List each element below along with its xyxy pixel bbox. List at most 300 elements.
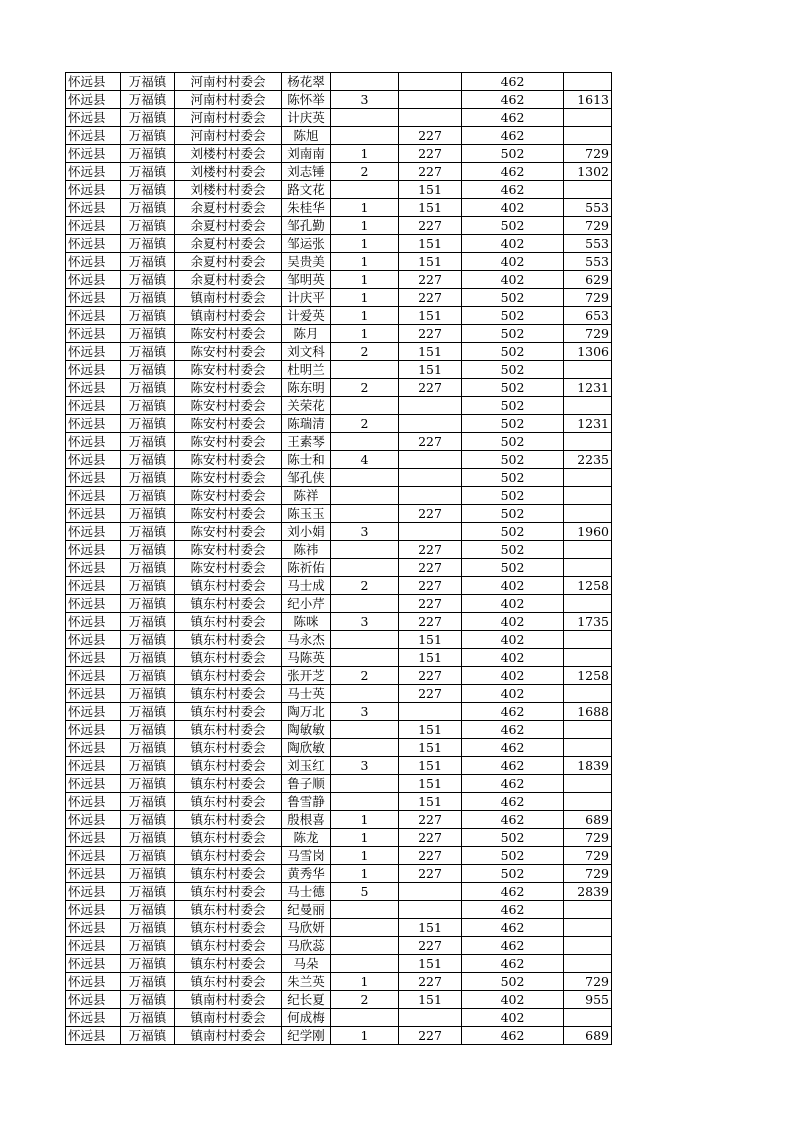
county-cell: 怀远县 <box>66 649 121 667</box>
total-cell: 1306 <box>564 343 612 361</box>
amount-a-cell: 227 <box>399 1027 462 1045</box>
town-cell: 万福镇 <box>121 811 175 829</box>
count-cell <box>331 433 399 451</box>
amount-b-cell: 402 <box>462 991 564 1009</box>
amount-a-cell: 227 <box>399 865 462 883</box>
county-cell: 怀远县 <box>66 523 121 541</box>
table-row <box>66 829 612 847</box>
name-cell: 计爱英 <box>282 307 331 325</box>
village-cell: 镇东村村委会 <box>175 883 282 901</box>
amount-b-cell: 502 <box>462 487 564 505</box>
amount-b-cell: 502 <box>462 469 564 487</box>
amount-a-cell: 151 <box>399 631 462 649</box>
amount-b-cell: 462 <box>462 883 564 901</box>
total-cell: 1960 <box>564 523 612 541</box>
total-cell <box>564 649 612 667</box>
count-cell <box>331 541 399 559</box>
amount-a-cell <box>399 451 462 469</box>
count-cell <box>331 181 399 199</box>
total-cell: 729 <box>564 217 612 235</box>
amount-b-cell: 502 <box>462 829 564 847</box>
amount-a-cell: 227 <box>399 973 462 991</box>
name-cell: 关荣花 <box>282 397 331 415</box>
amount-b-cell: 462 <box>462 793 564 811</box>
county-cell: 怀远县 <box>66 541 121 559</box>
count-cell <box>331 919 399 937</box>
village-cell: 镇东村村委会 <box>175 865 282 883</box>
name-cell: 陈月 <box>282 325 331 343</box>
village-cell: 镇东村村委会 <box>175 937 282 955</box>
village-cell: 陈安村村委会 <box>175 559 282 577</box>
town-cell: 万福镇 <box>121 289 175 307</box>
count-cell <box>331 487 399 505</box>
table-row <box>66 397 612 415</box>
count-cell <box>331 469 399 487</box>
town-cell: 万福镇 <box>121 217 175 235</box>
name-cell: 王素琴 <box>282 433 331 451</box>
table-row <box>66 253 612 271</box>
village-cell: 镇东村村委会 <box>175 649 282 667</box>
amount-a-cell: 227 <box>399 811 462 829</box>
count-cell <box>331 631 399 649</box>
county-cell: 怀远县 <box>66 415 121 433</box>
table-row <box>66 541 612 559</box>
county-cell: 怀远县 <box>66 793 121 811</box>
amount-b-cell: 462 <box>462 721 564 739</box>
total-cell <box>564 721 612 739</box>
table-row <box>66 1027 612 1045</box>
total-cell: 1688 <box>564 703 612 721</box>
total-cell <box>564 739 612 757</box>
total-cell: 1258 <box>564 577 612 595</box>
county-cell: 怀远县 <box>66 667 121 685</box>
town-cell: 万福镇 <box>121 685 175 703</box>
village-cell: 刘楼村村委会 <box>175 163 282 181</box>
town-cell: 万福镇 <box>121 919 175 937</box>
village-cell: 河南村村委会 <box>175 109 282 127</box>
name-cell: 陈玉玉 <box>282 505 331 523</box>
county-cell: 怀远县 <box>66 703 121 721</box>
amount-b-cell: 502 <box>462 145 564 163</box>
amount-b-cell: 502 <box>462 865 564 883</box>
amount-a-cell: 227 <box>399 145 462 163</box>
table-row <box>66 883 612 901</box>
village-cell: 陈安村村委会 <box>175 397 282 415</box>
count-cell <box>331 775 399 793</box>
amount-b-cell: 502 <box>462 541 564 559</box>
county-cell: 怀远县 <box>66 451 121 469</box>
county-cell: 怀远县 <box>66 217 121 235</box>
amount-a-cell <box>399 73 462 91</box>
table-row <box>66 1009 612 1027</box>
name-cell: 马朵 <box>282 955 331 973</box>
table-row <box>66 685 612 703</box>
count-cell: 1 <box>331 307 399 325</box>
amount-b-cell: 462 <box>462 919 564 937</box>
count-cell <box>331 937 399 955</box>
county-cell: 怀远县 <box>66 1027 121 1045</box>
town-cell: 万福镇 <box>121 307 175 325</box>
total-cell: 1258 <box>564 667 612 685</box>
total-cell <box>564 901 612 919</box>
count-cell <box>331 559 399 577</box>
table-row <box>66 487 612 505</box>
village-cell: 镇东村村委会 <box>175 685 282 703</box>
table-row <box>66 91 612 109</box>
count-cell: 3 <box>331 757 399 775</box>
county-cell: 怀远县 <box>66 163 121 181</box>
amount-b-cell: 402 <box>462 649 564 667</box>
amount-b-cell: 502 <box>462 847 564 865</box>
table-row <box>66 109 612 127</box>
name-cell: 朱桂华 <box>282 199 331 217</box>
name-cell: 刘志锤 <box>282 163 331 181</box>
amount-b-cell: 462 <box>462 109 564 127</box>
town-cell: 万福镇 <box>121 487 175 505</box>
name-cell: 鲁雪静 <box>282 793 331 811</box>
county-cell: 怀远县 <box>66 829 121 847</box>
table-row <box>66 577 612 595</box>
county-cell: 怀远县 <box>66 613 121 631</box>
count-cell: 1 <box>331 865 399 883</box>
count-cell: 1 <box>331 199 399 217</box>
town-cell: 万福镇 <box>121 469 175 487</box>
count-cell: 1 <box>331 847 399 865</box>
amount-b-cell: 462 <box>462 127 564 145</box>
table-row <box>66 667 612 685</box>
village-cell: 陈安村村委会 <box>175 325 282 343</box>
county-cell: 怀远县 <box>66 199 121 217</box>
town-cell: 万福镇 <box>121 343 175 361</box>
town-cell: 万福镇 <box>121 91 175 109</box>
county-cell: 怀远县 <box>66 487 121 505</box>
total-cell: 2235 <box>564 451 612 469</box>
town-cell: 万福镇 <box>121 667 175 685</box>
name-cell: 纪曼丽 <box>282 901 331 919</box>
county-cell: 怀远县 <box>66 307 121 325</box>
count-cell <box>331 595 399 613</box>
village-cell: 陈安村村委会 <box>175 469 282 487</box>
name-cell: 纪长夏 <box>282 991 331 1009</box>
total-cell: 553 <box>564 253 612 271</box>
amount-a-cell: 227 <box>399 271 462 289</box>
county-cell: 怀远县 <box>66 505 121 523</box>
table-row <box>66 433 612 451</box>
county-cell: 怀远县 <box>66 577 121 595</box>
amount-a-cell <box>399 523 462 541</box>
count-cell: 2 <box>331 415 399 433</box>
amount-b-cell: 462 <box>462 775 564 793</box>
amount-a-cell: 227 <box>399 163 462 181</box>
county-cell: 怀远县 <box>66 757 121 775</box>
total-cell: 729 <box>564 865 612 883</box>
amount-a-cell: 227 <box>399 595 462 613</box>
amount-b-cell: 502 <box>462 451 564 469</box>
county-cell: 怀远县 <box>66 181 121 199</box>
count-cell: 1 <box>331 235 399 253</box>
total-cell: 2839 <box>564 883 612 901</box>
name-cell: 何成梅 <box>282 1009 331 1027</box>
amount-b-cell: 502 <box>462 307 564 325</box>
total-cell <box>564 397 612 415</box>
count-cell: 3 <box>331 91 399 109</box>
amount-a-cell: 227 <box>399 217 462 235</box>
count-cell <box>331 901 399 919</box>
amount-a-cell: 151 <box>399 253 462 271</box>
amount-a-cell: 227 <box>399 289 462 307</box>
town-cell: 万福镇 <box>121 829 175 847</box>
town-cell: 万福镇 <box>121 559 175 577</box>
name-cell: 陈祎 <box>282 541 331 559</box>
amount-a-cell: 227 <box>399 667 462 685</box>
table-body <box>66 73 612 1045</box>
total-cell: 1735 <box>564 613 612 631</box>
county-cell: 怀远县 <box>66 685 121 703</box>
count-cell <box>331 685 399 703</box>
name-cell: 马士德 <box>282 883 331 901</box>
town-cell: 万福镇 <box>121 595 175 613</box>
village-cell: 镇东村村委会 <box>175 973 282 991</box>
village-cell: 余夏村村委会 <box>175 253 282 271</box>
amount-a-cell: 227 <box>399 505 462 523</box>
name-cell: 黄秀华 <box>282 865 331 883</box>
amount-b-cell: 462 <box>462 739 564 757</box>
town-cell: 万福镇 <box>121 145 175 163</box>
name-cell: 马士英 <box>282 685 331 703</box>
town-cell: 万福镇 <box>121 937 175 955</box>
county-cell: 怀远县 <box>66 379 121 397</box>
village-cell: 余夏村村委会 <box>175 199 282 217</box>
village-cell: 刘楼村村委会 <box>175 181 282 199</box>
village-cell: 镇东村村委会 <box>175 703 282 721</box>
village-cell: 镇东村村委会 <box>175 829 282 847</box>
table-row <box>66 901 612 919</box>
county-cell: 怀远县 <box>66 469 121 487</box>
table-row <box>66 937 612 955</box>
village-cell: 镇南村村委会 <box>175 307 282 325</box>
count-cell: 1 <box>331 271 399 289</box>
total-cell <box>564 73 612 91</box>
town-cell: 万福镇 <box>121 109 175 127</box>
town-cell: 万福镇 <box>121 793 175 811</box>
table-row <box>66 235 612 253</box>
town-cell: 万福镇 <box>121 433 175 451</box>
name-cell: 纪小芹 <box>282 595 331 613</box>
county-cell: 怀远县 <box>66 631 121 649</box>
amount-a-cell: 227 <box>399 379 462 397</box>
amount-a-cell: 151 <box>399 721 462 739</box>
amount-b-cell: 502 <box>462 415 564 433</box>
amount-b-cell: 462 <box>462 181 564 199</box>
amount-b-cell: 462 <box>462 901 564 919</box>
town-cell: 万福镇 <box>121 955 175 973</box>
county-cell: 怀远县 <box>66 433 121 451</box>
count-cell <box>331 649 399 667</box>
amount-b-cell: 502 <box>462 289 564 307</box>
amount-b-cell: 502 <box>462 559 564 577</box>
count-cell: 2 <box>331 163 399 181</box>
village-cell: 刘楼村村委会 <box>175 145 282 163</box>
amount-b-cell: 462 <box>462 163 564 181</box>
amount-b-cell: 402 <box>462 577 564 595</box>
amount-b-cell: 502 <box>462 433 564 451</box>
name-cell: 鲁子顺 <box>282 775 331 793</box>
table-row <box>66 973 612 991</box>
name-cell: 纪学刚 <box>282 1027 331 1045</box>
total-cell <box>564 433 612 451</box>
county-cell: 怀远县 <box>66 865 121 883</box>
county-cell: 怀远县 <box>66 901 121 919</box>
village-cell: 镇东村村委会 <box>175 847 282 865</box>
county-cell: 怀远县 <box>66 343 121 361</box>
amount-b-cell: 402 <box>462 235 564 253</box>
town-cell: 万福镇 <box>121 973 175 991</box>
total-cell <box>564 955 612 973</box>
county-cell: 怀远县 <box>66 109 121 127</box>
table-row <box>66 361 612 379</box>
town-cell: 万福镇 <box>121 991 175 1009</box>
amount-b-cell: 502 <box>462 379 564 397</box>
amount-a-cell <box>399 415 462 433</box>
amount-a-cell: 227 <box>399 559 462 577</box>
total-cell <box>564 937 612 955</box>
amount-b-cell: 402 <box>462 667 564 685</box>
table-row <box>66 649 612 667</box>
amount-b-cell: 502 <box>462 397 564 415</box>
table-row <box>66 379 612 397</box>
name-cell: 陈旭 <box>282 127 331 145</box>
name-cell: 吴贵美 <box>282 253 331 271</box>
town-cell: 万福镇 <box>121 775 175 793</box>
amount-a-cell <box>399 109 462 127</box>
total-cell: 629 <box>564 271 612 289</box>
table-row <box>66 127 612 145</box>
county-cell: 怀远县 <box>66 775 121 793</box>
total-cell <box>564 469 612 487</box>
amount-a-cell: 227 <box>399 613 462 631</box>
name-cell: 陈祥 <box>282 487 331 505</box>
total-cell <box>564 181 612 199</box>
amount-b-cell: 402 <box>462 199 564 217</box>
total-cell: 689 <box>564 1027 612 1045</box>
total-cell: 553 <box>564 235 612 253</box>
count-cell <box>331 397 399 415</box>
county-cell: 怀远县 <box>66 955 121 973</box>
amount-a-cell: 227 <box>399 847 462 865</box>
name-cell: 杜明兰 <box>282 361 331 379</box>
village-cell: 陈安村村委会 <box>175 541 282 559</box>
table-row <box>66 199 612 217</box>
table-row <box>66 721 612 739</box>
total-cell: 729 <box>564 325 612 343</box>
name-cell: 刘小娟 <box>282 523 331 541</box>
amount-a-cell: 151 <box>399 199 462 217</box>
name-cell: 朱兰英 <box>282 973 331 991</box>
amount-a-cell: 227 <box>399 829 462 847</box>
town-cell: 万福镇 <box>121 541 175 559</box>
village-cell: 余夏村村委会 <box>175 271 282 289</box>
name-cell: 陈龙 <box>282 829 331 847</box>
town-cell: 万福镇 <box>121 127 175 145</box>
total-cell: 1302 <box>564 163 612 181</box>
amount-a-cell: 227 <box>399 937 462 955</box>
town-cell: 万福镇 <box>121 613 175 631</box>
amount-b-cell: 462 <box>462 811 564 829</box>
count-cell <box>331 955 399 973</box>
total-cell: 1839 <box>564 757 612 775</box>
table-row <box>66 163 612 181</box>
table-row <box>66 505 612 523</box>
village-cell: 镇东村村委会 <box>175 955 282 973</box>
amount-b-cell: 502 <box>462 217 564 235</box>
amount-b-cell: 402 <box>462 271 564 289</box>
town-cell: 万福镇 <box>121 505 175 523</box>
count-cell: 1 <box>331 973 399 991</box>
town-cell: 万福镇 <box>121 883 175 901</box>
count-cell: 1 <box>331 1027 399 1045</box>
amount-b-cell: 402 <box>462 595 564 613</box>
county-cell: 怀远县 <box>66 919 121 937</box>
count-cell: 2 <box>331 577 399 595</box>
table-row <box>66 775 612 793</box>
amount-b-cell: 402 <box>462 613 564 631</box>
amount-a-cell: 151 <box>399 793 462 811</box>
town-cell: 万福镇 <box>121 397 175 415</box>
total-cell: 729 <box>564 145 612 163</box>
town-cell: 万福镇 <box>121 253 175 271</box>
name-cell: 邹运张 <box>282 235 331 253</box>
county-cell: 怀远县 <box>66 595 121 613</box>
name-cell: 刘文科 <box>282 343 331 361</box>
table-row <box>66 415 612 433</box>
table-row <box>66 757 612 775</box>
total-cell: 553 <box>564 199 612 217</box>
amount-b-cell: 462 <box>462 91 564 109</box>
village-cell: 镇东村村委会 <box>175 739 282 757</box>
amount-a-cell: 151 <box>399 739 462 757</box>
total-cell: 729 <box>564 289 612 307</box>
amount-a-cell: 151 <box>399 343 462 361</box>
count-cell <box>331 721 399 739</box>
name-cell: 陈咪 <box>282 613 331 631</box>
town-cell: 万福镇 <box>121 1027 175 1045</box>
county-cell: 怀远县 <box>66 559 121 577</box>
amount-a-cell <box>399 397 462 415</box>
count-cell: 1 <box>331 325 399 343</box>
name-cell: 陈祈佑 <box>282 559 331 577</box>
amount-a-cell <box>399 703 462 721</box>
name-cell: 邹孔勤 <box>282 217 331 235</box>
town-cell: 万福镇 <box>121 865 175 883</box>
table-row <box>66 595 612 613</box>
total-cell <box>564 685 612 703</box>
total-cell <box>564 505 612 523</box>
village-cell: 镇东村村委会 <box>175 793 282 811</box>
table-row <box>66 991 612 1009</box>
amount-b-cell: 502 <box>462 523 564 541</box>
village-cell: 镇东村村委会 <box>175 667 282 685</box>
village-cell: 镇东村村委会 <box>175 577 282 595</box>
total-cell <box>564 361 612 379</box>
town-cell: 万福镇 <box>121 703 175 721</box>
amount-b-cell: 462 <box>462 955 564 973</box>
amount-a-cell: 151 <box>399 361 462 379</box>
table-row <box>66 847 612 865</box>
town-cell: 万福镇 <box>121 451 175 469</box>
amount-b-cell: 502 <box>462 325 564 343</box>
name-cell: 邹孔侠 <box>282 469 331 487</box>
table-row <box>66 181 612 199</box>
